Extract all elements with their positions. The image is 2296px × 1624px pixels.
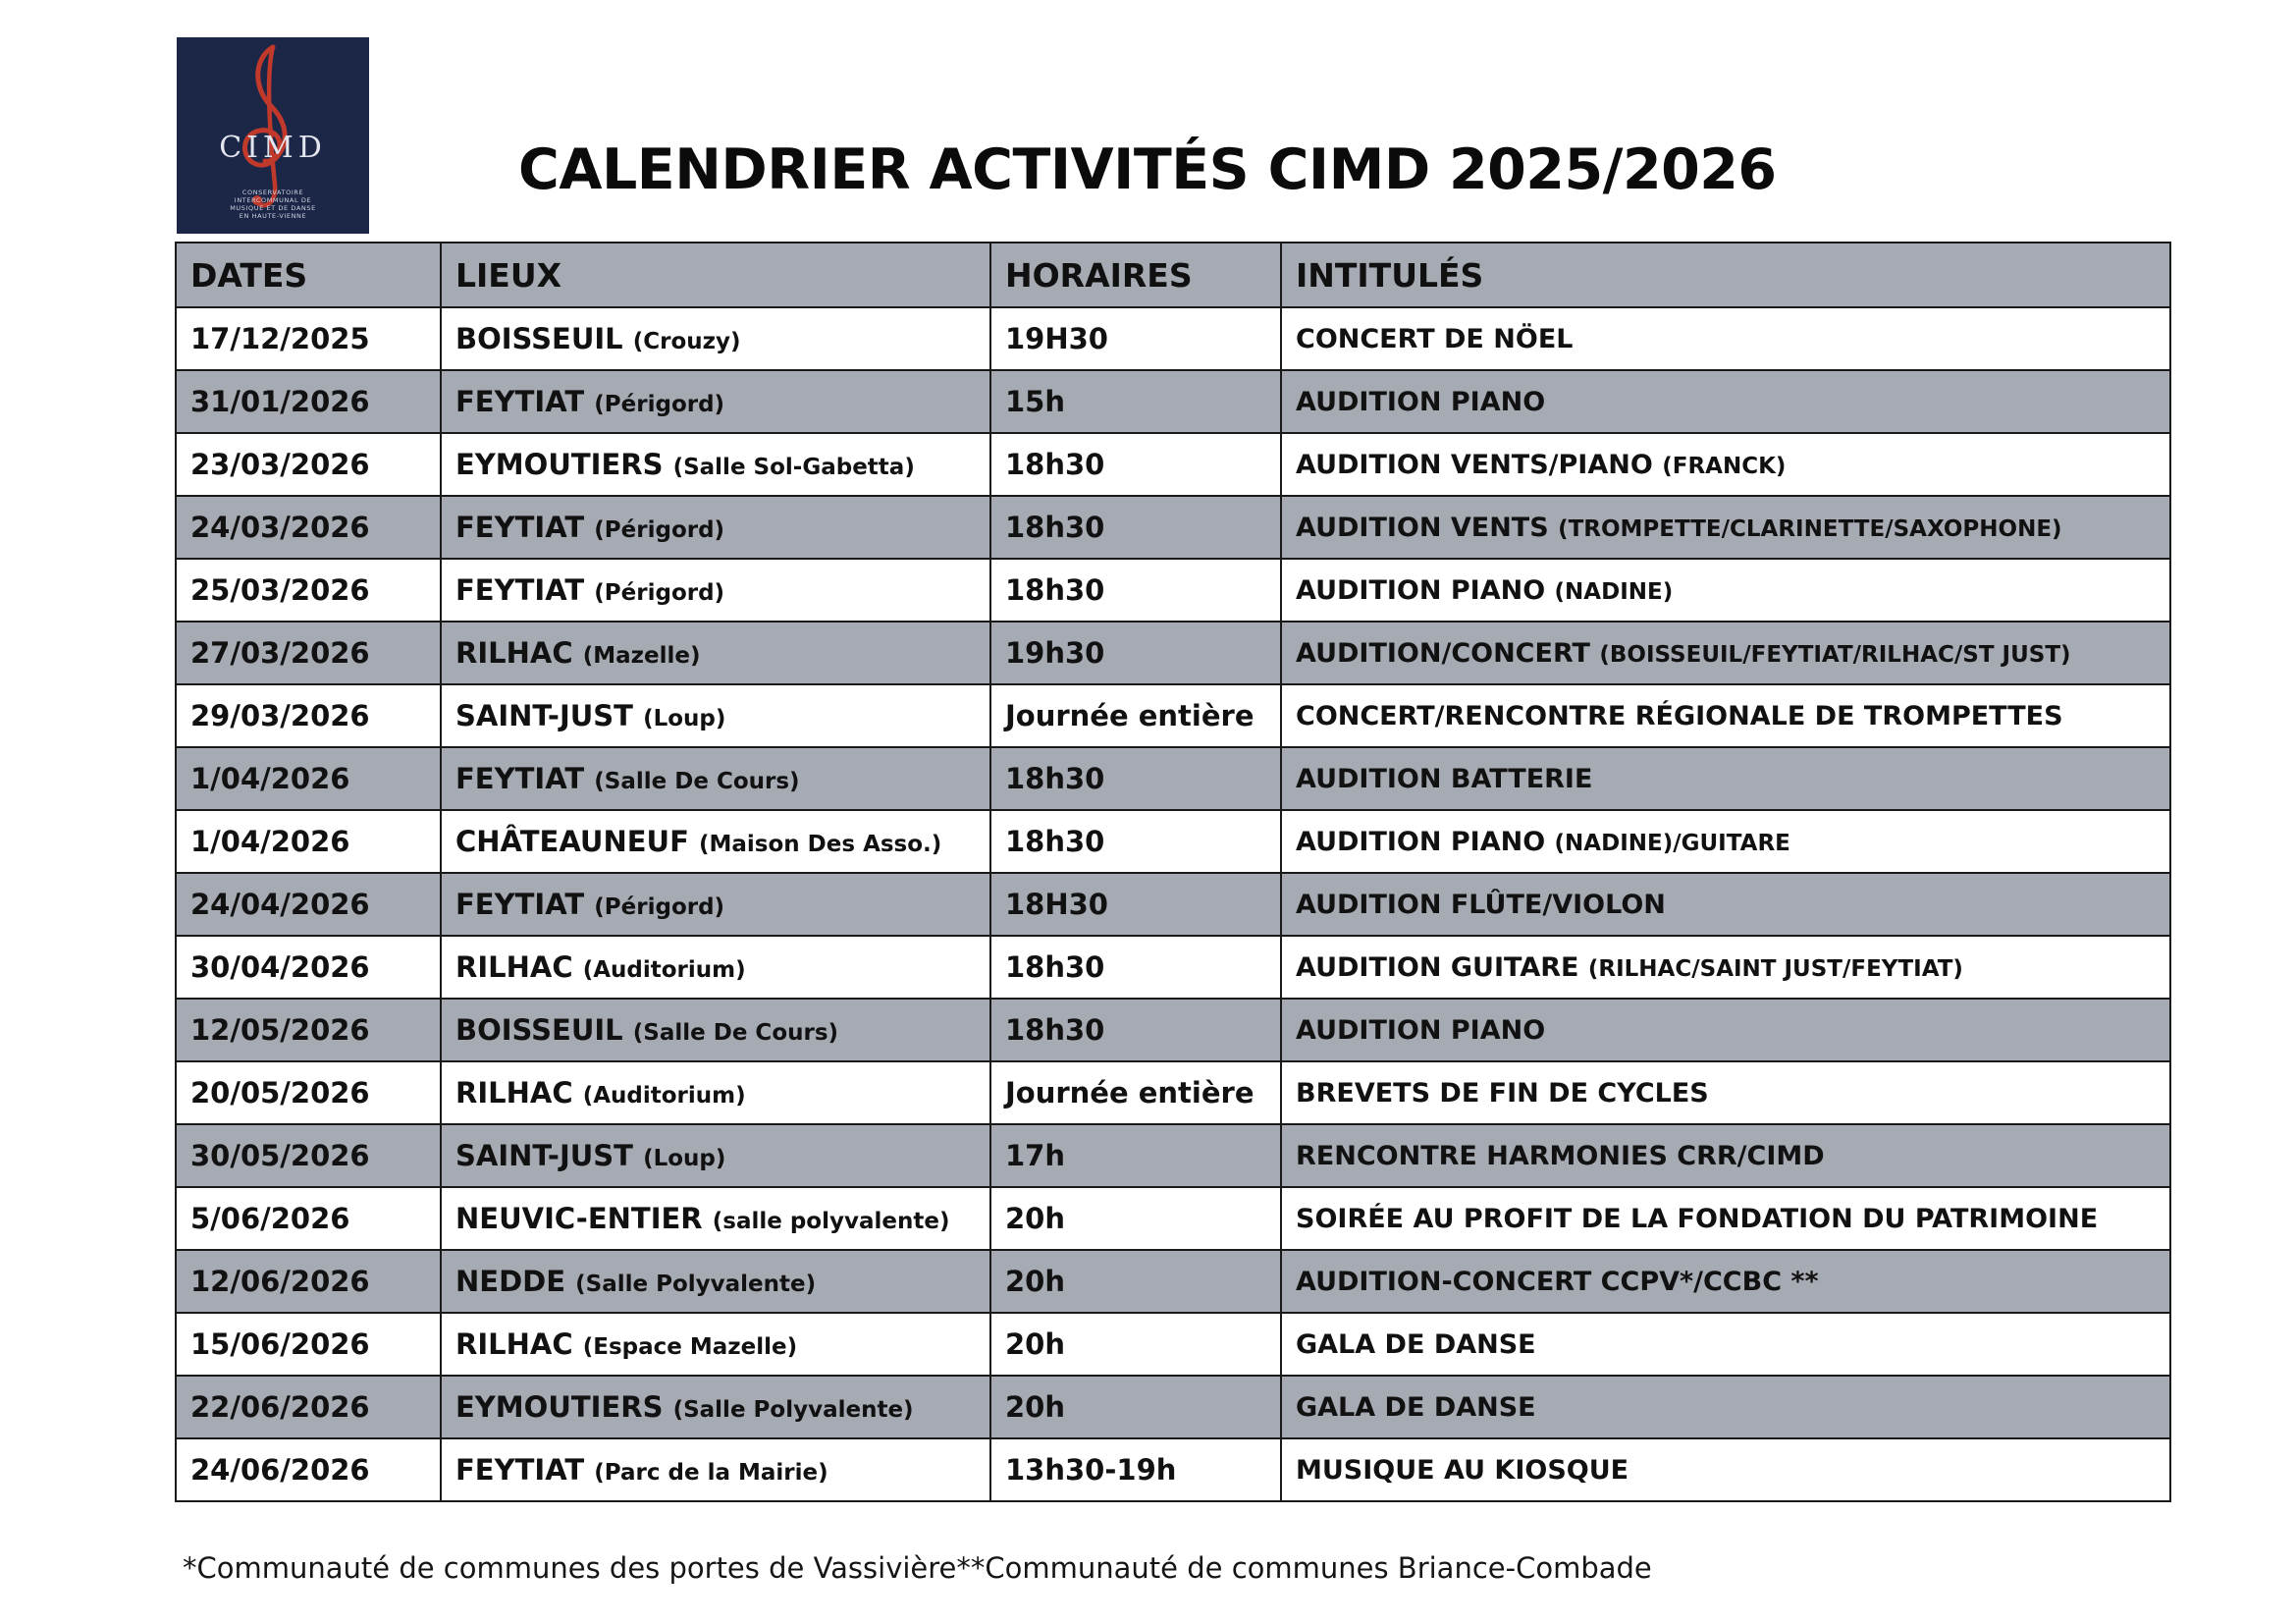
title-main: AUDITION-CONCERT CCPV*/CCBC ** — [1296, 1266, 1819, 1297]
table-row — [176, 307, 2170, 370]
place-name: FEYTIAT — [455, 1453, 585, 1487]
table-header-row — [176, 243, 2170, 307]
cell-title — [1281, 684, 2170, 747]
cell-date: 24/06/2026 — [176, 1438, 441, 1501]
place-name: BOISSEUIL — [455, 322, 623, 355]
cell-place — [441, 1313, 990, 1376]
cell-title — [1281, 433, 2170, 496]
cell-title — [1281, 1061, 2170, 1124]
cimd-logo — [177, 37, 369, 234]
cell-place — [441, 559, 990, 622]
cell-title — [1281, 1438, 2170, 1501]
place-name: EYMOUTIERS — [455, 1390, 664, 1424]
cell-date: 30/05/2026 — [176, 1124, 441, 1187]
cell-time: 18h30 — [990, 747, 1281, 810]
cell-title — [1281, 873, 2170, 936]
place-detail: (Parc de la Mairie) — [594, 1460, 828, 1486]
cell-place — [441, 496, 990, 559]
place-name: NEUVIC-ENTIER — [455, 1202, 703, 1235]
title-main: MUSIQUE AU KIOSQUE — [1296, 1454, 1629, 1486]
place-detail: (Loup) — [643, 1146, 726, 1171]
schedule-body — [176, 307, 2170, 1501]
place-name: EYMOUTIERS — [455, 448, 664, 481]
place-name: RILHAC — [455, 1327, 573, 1361]
table-row — [176, 747, 2170, 810]
table-row — [176, 370, 2170, 433]
cell-place — [441, 999, 990, 1061]
cell-date: 17/12/2025 — [176, 307, 441, 370]
title-main: RENCONTRE HARMONIES CRR/CIMD — [1296, 1140, 1825, 1171]
cell-place — [441, 747, 990, 810]
title-detail: (FRANCK) — [1662, 453, 1787, 479]
place-name: FEYTIAT — [455, 511, 585, 544]
cell-time: 15h — [990, 370, 1281, 433]
page-title: CALENDRIER ACTIVITÉS CIMD 2025/2026 — [518, 137, 1777, 202]
cell-date: 1/04/2026 — [176, 747, 441, 810]
cell-place — [441, 1438, 990, 1501]
table-row — [176, 622, 2170, 684]
cell-place — [441, 1061, 990, 1124]
cell-time: 19h30 — [990, 622, 1281, 684]
place-name: FEYTIAT — [455, 888, 585, 921]
cell-title — [1281, 1376, 2170, 1438]
title-detail: (TROMPETTE/CLARINETTE/SAXOPHONE) — [1558, 515, 2062, 542]
cell-time: 18h30 — [990, 559, 1281, 622]
cell-title — [1281, 370, 2170, 433]
table-row — [176, 1376, 2170, 1438]
cell-title — [1281, 1124, 2170, 1187]
cell-title — [1281, 936, 2170, 999]
place-detail: (Mazelle) — [582, 643, 701, 669]
cell-place — [441, 433, 990, 496]
cell-date: 5/06/2026 — [176, 1187, 441, 1250]
cell-date: 12/05/2026 — [176, 999, 441, 1061]
place-detail: (Périgord) — [594, 894, 725, 920]
table-row — [176, 559, 2170, 622]
place-detail: (Périgord) — [594, 392, 725, 417]
cell-title — [1281, 1313, 2170, 1376]
place-detail: (Loup) — [643, 706, 726, 731]
table-row — [176, 999, 2170, 1061]
title-detail: (NADINE) — [1554, 578, 1674, 605]
cell-title — [1281, 810, 2170, 873]
place-name: SAINT-JUST — [455, 1139, 633, 1172]
place-name: FEYTIAT — [455, 573, 585, 607]
table-row — [176, 684, 2170, 747]
title-main: AUDITION/CONCERT — [1296, 637, 1590, 669]
cell-time: Journée entière — [990, 684, 1281, 747]
table-row — [176, 1250, 2170, 1313]
cell-date: 20/05/2026 — [176, 1061, 441, 1124]
cell-title — [1281, 747, 2170, 810]
title-detail: (NADINE)/GUITARE — [1554, 830, 1790, 856]
table-row — [176, 936, 2170, 999]
place-detail: (salle polyvalente) — [712, 1209, 950, 1234]
table-row — [176, 1313, 2170, 1376]
logo-subtitle: CONSERVATOIRE INTERCOMMUNAL DE MUSIQUE ET DE DANSE EN HAUTE-VIENNE — [230, 189, 316, 220]
cell-title — [1281, 1250, 2170, 1313]
place-detail: (Salle Polyvalente) — [575, 1272, 817, 1297]
place-name: RILHAC — [455, 636, 573, 670]
place-detail: (Périgord) — [594, 580, 725, 606]
cell-date: 29/03/2026 — [176, 684, 441, 747]
title-main: AUDITION FLÛTE/VIOLON — [1296, 889, 1666, 920]
table-row — [176, 496, 2170, 559]
place-detail: (Périgord) — [594, 517, 725, 543]
title-main: AUDITION PIANO — [1296, 1014, 1546, 1046]
footnote: *Communauté de communes des portes de Vassivière**Communauté de communes Briance-Combade — [183, 1551, 1652, 1585]
header-horaires: HORAIRES — [990, 243, 1281, 307]
cell-date: 22/06/2026 — [176, 1376, 441, 1438]
place-name: RILHAC — [455, 1076, 573, 1110]
place-name: FEYTIAT — [455, 762, 585, 795]
cell-time: 19H30 — [990, 307, 1281, 370]
place-detail: (Espace Mazelle) — [582, 1334, 798, 1360]
table-row — [176, 1124, 2170, 1187]
cell-time: 13h30-19h — [990, 1438, 1281, 1501]
cell-place — [441, 684, 990, 747]
title-detail: (RILHAC/SAINT JUST/FEYTIAT) — [1587, 955, 1963, 982]
cell-title — [1281, 559, 2170, 622]
logo-text: CIMD — [219, 131, 327, 165]
title-main: SOIRÉE AU PROFIT DE LA FONDATION DU PATRIMOINE — [1296, 1203, 2099, 1234]
cell-date: 12/06/2026 — [176, 1250, 441, 1313]
cell-title — [1281, 1187, 2170, 1250]
title-main: CONCERT DE NÖEL — [1296, 323, 1574, 354]
place-detail: (Salle Sol-Gabetta) — [672, 455, 915, 480]
cell-place — [441, 622, 990, 684]
title-main: AUDITION VENTS — [1296, 512, 1549, 543]
place-name: SAINT-JUST — [455, 699, 633, 732]
title-main: AUDITION PIANO — [1296, 574, 1546, 606]
cell-place — [441, 810, 990, 873]
header-lieux: LIEUX — [441, 243, 990, 307]
cell-date: 24/03/2026 — [176, 496, 441, 559]
cell-date: 25/03/2026 — [176, 559, 441, 622]
cell-title — [1281, 307, 2170, 370]
cell-title — [1281, 496, 2170, 559]
table-row — [176, 810, 2170, 873]
cell-place — [441, 1124, 990, 1187]
title-main: AUDITION PIANO — [1296, 826, 1546, 857]
cell-time: 18h30 — [990, 810, 1281, 873]
place-name: CHÂTEAUNEUF — [455, 825, 689, 858]
cell-time: 18h30 — [990, 999, 1281, 1061]
cell-place — [441, 936, 990, 999]
place-detail: (Crouzy) — [632, 329, 741, 354]
title-main: GALA DE DANSE — [1296, 1391, 1536, 1423]
cell-date: 1/04/2026 — [176, 810, 441, 873]
title-main: AUDITION GUITARE — [1296, 951, 1579, 983]
cell-place — [441, 1187, 990, 1250]
place-detail: (Auditorium) — [582, 957, 746, 983]
cell-date: 27/03/2026 — [176, 622, 441, 684]
place-name: NEDDE — [455, 1265, 566, 1298]
cell-place — [441, 370, 990, 433]
place-detail: (Maison Des Asso.) — [699, 832, 942, 857]
cell-place — [441, 1376, 990, 1438]
table-row — [176, 433, 2170, 496]
cell-title — [1281, 999, 2170, 1061]
cell-place — [441, 1250, 990, 1313]
cell-time: 20h — [990, 1187, 1281, 1250]
title-main: BREVETS DE FIN DE CYCLES — [1296, 1077, 1709, 1109]
title-main: GALA DE DANSE — [1296, 1328, 1536, 1360]
cell-place — [441, 873, 990, 936]
cell-time: 18h30 — [990, 496, 1281, 559]
cell-title — [1281, 622, 2170, 684]
place-name: FEYTIAT — [455, 385, 585, 418]
cell-date: 30/04/2026 — [176, 936, 441, 999]
place-detail: (Salle Polyvalente) — [672, 1397, 914, 1423]
cell-time: Journée entière — [990, 1061, 1281, 1124]
title-main: AUDITION PIANO — [1296, 386, 1546, 417]
cell-time: 18h30 — [990, 433, 1281, 496]
cell-time: 20h — [990, 1376, 1281, 1438]
cell-time: 18H30 — [990, 873, 1281, 936]
schedule-table — [175, 242, 2171, 1502]
header-intitules: INTITULÉS — [1281, 243, 2170, 307]
table-row — [176, 1438, 2170, 1501]
place-name: BOISSEUIL — [455, 1013, 623, 1047]
cell-time: 17h — [990, 1124, 1281, 1187]
place-detail: (Auditorium) — [582, 1083, 746, 1109]
place-detail: (Salle De Cours) — [632, 1020, 839, 1046]
cell-time: 20h — [990, 1313, 1281, 1376]
cell-date: 24/04/2026 — [176, 873, 441, 936]
title-detail: (BOISSEUIL/FEYTIAT/RILHAC/ST JUST) — [1599, 641, 2071, 668]
place-detail: (Salle De Cours) — [594, 769, 800, 794]
table-row — [176, 873, 2170, 936]
table-row — [176, 1187, 2170, 1250]
cell-date: 23/03/2026 — [176, 433, 441, 496]
cell-date: 15/06/2026 — [176, 1313, 441, 1376]
cell-time: 18h30 — [990, 936, 1281, 999]
cell-date: 31/01/2026 — [176, 370, 441, 433]
cell-time: 20h — [990, 1250, 1281, 1313]
title-main: AUDITION VENTS/PIANO — [1296, 449, 1653, 480]
title-main: CONCERT/RENCONTRE RÉGIONALE DE TROMPETTES — [1296, 700, 2063, 731]
header-dates: DATES — [176, 243, 441, 307]
cell-place — [441, 307, 990, 370]
place-name: RILHAC — [455, 950, 573, 984]
table-row — [176, 1061, 2170, 1124]
title-main: AUDITION BATTERIE — [1296, 763, 1593, 794]
